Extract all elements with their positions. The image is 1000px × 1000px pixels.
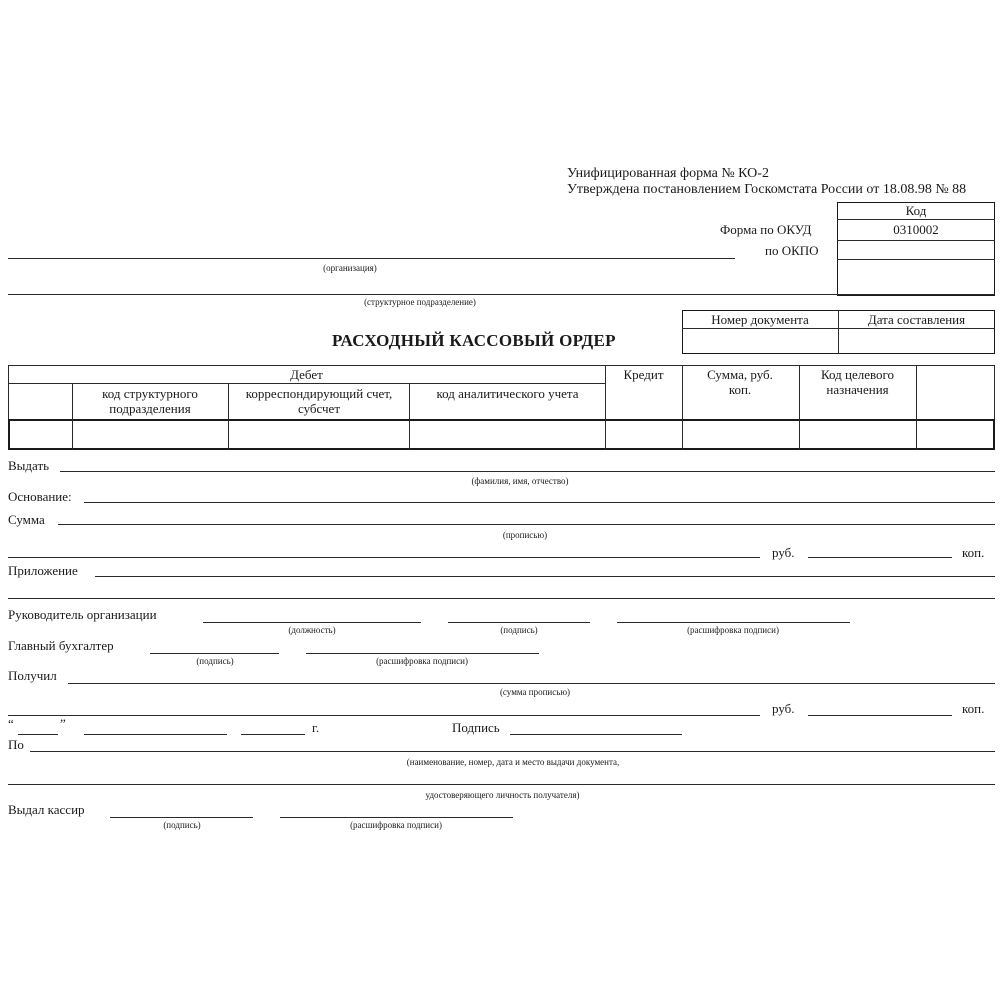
col-struct-header: код структурного подразделения — [102, 386, 198, 416]
sum-words-line[interactable] — [8, 557, 760, 558]
basis-line[interactable] — [84, 502, 995, 503]
kop-label: коп. — [962, 701, 985, 716]
form-name: Унифицированная форма № КО-2 — [567, 166, 769, 181]
month-line[interactable] — [84, 734, 227, 735]
sum-label: Сумма — [8, 512, 45, 527]
doc-caption-1: (наименование, номер, дата и место выдачи документа, — [406, 757, 620, 767]
issue-line[interactable] — [60, 471, 995, 472]
received-kop-line[interactable] — [808, 715, 952, 716]
issue-label: Выдать — [8, 458, 50, 473]
col-credit-header: Кредит — [623, 367, 664, 382]
sum-caption: (прописью) — [502, 530, 548, 540]
basis-label: Основание: — [8, 489, 72, 504]
okud-label: Форма по ОКУД — [720, 222, 812, 237]
year-line[interactable] — [241, 734, 305, 735]
rub-label: руб. — [772, 701, 795, 716]
document-title: РАСХОДНЫЙ КАССОВЫЙ ОРДЕР — [332, 331, 616, 350]
col-sum-header: Сумма, руб. коп. — [707, 367, 773, 397]
accountant-label: Главный бухгалтер — [8, 638, 114, 653]
id-document-line-2[interactable] — [8, 784, 995, 785]
receiver-signature-line[interactable] — [510, 734, 682, 735]
signature-label: Подпись — [452, 720, 500, 735]
rub-label: руб. — [772, 545, 795, 560]
position-caption: (должность) — [288, 625, 336, 635]
attachment-label: Приложение — [8, 563, 78, 578]
sum-line[interactable] — [58, 524, 995, 525]
signature-caption: (подпись) — [500, 625, 538, 635]
day-line[interactable] — [18, 734, 58, 735]
signature-caption: (подпись) — [196, 656, 234, 666]
organization-caption: (организация) — [323, 263, 377, 273]
approval-note: Утверждена постановлением Госкомстата России от 18.08.98 № 88 — [567, 182, 967, 197]
received-label: Получил — [8, 668, 57, 683]
quote-close: ” — [60, 716, 66, 731]
col-corr-header: корреспондирующий счет, субсчет — [245, 386, 393, 416]
cashier-label: Выдал кассир — [8, 802, 85, 817]
kop-label: коп. — [962, 545, 985, 560]
decoding-caption: (расшифровка подписи) — [376, 656, 468, 666]
decoding-caption: (расшифровка подписи) — [687, 625, 779, 635]
quote-open: “ — [8, 716, 14, 731]
signature-caption: (подпись) — [163, 820, 201, 830]
id-document-line[interactable] — [30, 751, 995, 752]
head-decoding-line[interactable] — [617, 622, 850, 623]
debit-header: Дебет — [290, 367, 323, 382]
sum-words-caption: (сумма прописью) — [499, 687, 571, 697]
doc-date-header: Дата составления — [867, 312, 966, 327]
decoding-caption: (расшифровка подписи) — [350, 820, 442, 830]
accountant-signature-line[interactable] — [150, 653, 279, 654]
col-target-header: Код целевого назначения — [820, 367, 895, 397]
head-signature-line[interactable] — [448, 622, 590, 623]
doc-caption-2: удостоверяющего личность получателя) — [425, 790, 580, 800]
doc-number-header: Номер документа — [711, 312, 809, 327]
head-position-line[interactable] — [203, 622, 421, 623]
by-label: По — [8, 737, 24, 752]
subdivision-line[interactable] — [8, 294, 995, 295]
code-header: Код — [905, 203, 927, 218]
cashier-signature-line[interactable] — [110, 817, 253, 818]
okud-code: 0310002 — [893, 222, 939, 237]
attachment-line-2[interactable] — [8, 598, 995, 599]
okpo-label: по ОКПО — [765, 243, 819, 258]
cashier-decoding-line[interactable] — [280, 817, 513, 818]
subdivision-caption: (структурное подразделение) — [364, 297, 476, 307]
accountant-decoding-line[interactable] — [306, 653, 539, 654]
col-analytic-header: код аналитического учета — [436, 386, 579, 401]
received-line[interactable] — [68, 683, 995, 684]
attachment-line[interactable] — [95, 576, 995, 577]
year-suffix: г. — [312, 720, 320, 735]
kop-line[interactable] — [808, 557, 952, 558]
head-label: Руководитель организации — [8, 607, 157, 622]
received-words-line[interactable] — [8, 715, 760, 716]
issue-caption: (фамилия, имя, отчество) — [471, 476, 569, 486]
organization-line[interactable] — [8, 258, 735, 259]
